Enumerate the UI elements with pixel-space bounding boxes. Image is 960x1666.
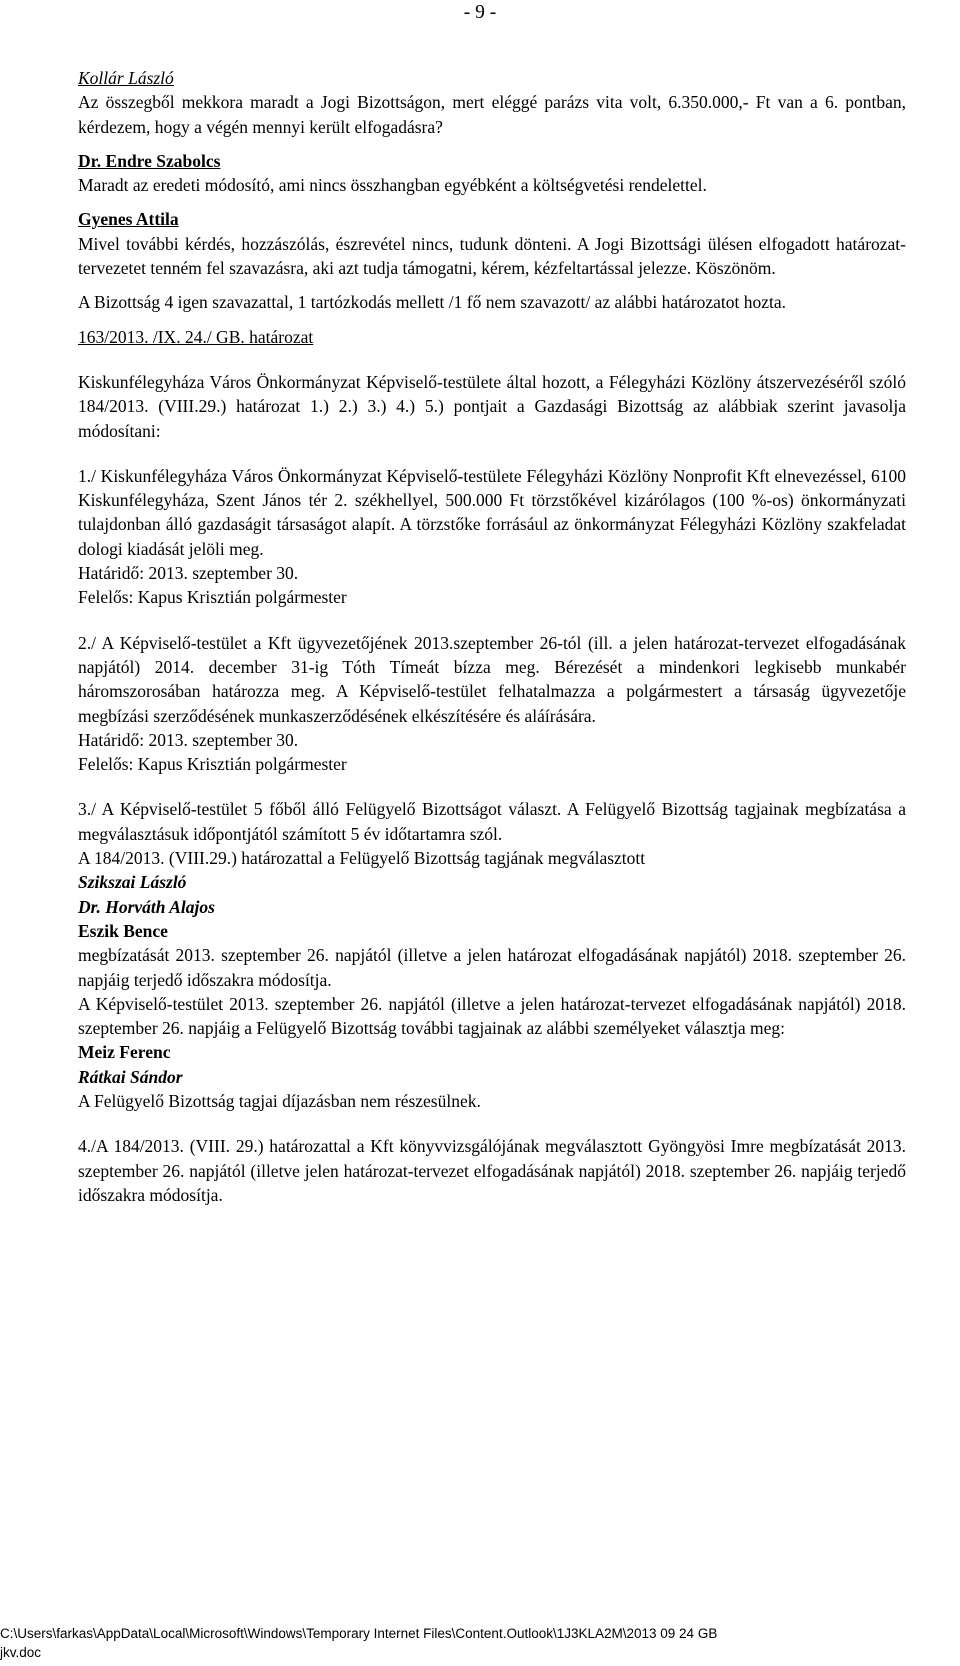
deadline: Határidő: 2013. szeptember 30.: [78, 729, 299, 750]
member-name: Dr. Horváth Alajos: [78, 896, 215, 917]
paragraph: Mivel további kérdés, hozzászólás, észrevétel nincs, tudunk dönteni. A Jogi Bizottsági ülésen elfogadott határozat-tervezetet tenném fel szavazásra, aki azt tudja támogatni, kérem, kézfeltartással jelezze. Köszönöm.: [78, 233, 906, 279]
resolution-point: 2./ A Képviselő-testület a Kft ügyvezetőjének 2013.szeptember 26-tól (ill. a jelen határozat-tervezet elfogadásának napjától) 2014. december 31-ig Tóth Tímeát bízza meg. Bérezését a mindenkori legkisebb munkabér háromszorosában határozza meg. A Képviselő-testület felhatalmazza a polgármestert a társaság ügyvezetője megbízási szerződésének munkaszerződésének elkészítésére és aláírására.: [78, 632, 906, 726]
paragraph: A 184/2013. (VIII.29.) határozattal a Felügyelő Bizottság tagjának megválasztott: [78, 848, 646, 869]
paragraph: A Felügyelő Bizottság tagjai díjazásban nem részesülnek.: [78, 1090, 481, 1111]
paragraph: Az összegből mekkora maradt a Jogi Bizottságon, mert eléggé parázs vita volt, 6.350.000,- Ft van a 6. pontban, kérdezem, hogy a végén mennyi került elfogadásra?: [78, 92, 906, 137]
footer-filename: jkv.doc: [0, 1645, 42, 1660]
resolution-point: 3./ A Képviselő-testület 5 főből álló Felügyelő Bizottságot választ. A Felügyelő Bizottság tagjainak megbízatása a megválasztásuk időpontjától számított 5 év időtartamra szól.: [78, 799, 906, 844]
footer-path: C:\Users\farkas\AppData\Local\Microsoft\Windows\Temporary Internet Files\Content.Outlook\1J3KLA2M\2013 09 24 GB: [0, 1626, 718, 1641]
file-path-footer: [0, 1624, 960, 1662]
deadline: Határidő: 2013. szeptember 30.: [78, 563, 299, 584]
page-number: - 9 -: [463, 2, 497, 23]
responsible: Felelős: Kapus Krisztián polgármester: [78, 587, 347, 608]
vote-result: A Bizottság 4 igen szavazattal, 1 tartózkodás mellett /1 fő nem szavazott/ az alábbi határozatot hozta.: [78, 292, 786, 313]
speaker-name: Dr. Endre Szabolcs: [78, 150, 221, 171]
speaker-name: Kollár László: [78, 68, 174, 88]
speaker-name: Gyenes Attila: [78, 209, 179, 230]
resolution-point: 1./ Kiskunfélegyháza Város Önkormányzat Képviselő-testülete Félegyházi Közlöny Nonprofit Kft elnevezéssel, 6100 Kiskunfélegyháza, Szent János tér 2. székhellyel, 500.000 Ft törzstőkével kizárólagos (100 %-os) önkormányzati tulajdonban álló gazdaságit társaságot alapít. A törzstőke forrásául az önkormányzat Félegyházi Közlöny szakfeladat dologi kiadását jelöli meg.: [78, 465, 906, 559]
member-name: Szikszai László: [78, 872, 187, 893]
resolution-point: 4./A 184/2013. (VIII. 29.) határozattal a Kft könyvvizsgálójának megválasztott Gyöngyösi Imre megbízatását 2013. szeptember 26. napjától (illetve jelen határozat-tervezet elfogadásának napjától) 2018. szeptember 26. napjáig terjedő időszakra módosítja.: [78, 1136, 906, 1205]
paragraph: A Képviselő-testület 2013. szeptember 26. napjától (illetve a jelen határozat-tervezet elfogadásának napjától) 2018. szeptember 26. napjáig a Felügyelő Bizottság további tagjainak az alábbi személyeket választja meg:: [78, 993, 906, 1039]
paragraph: megbízatását 2013. szeptember 26. napjától (illetve a jelen határozat elfogadásának napjától) 2018. szeptember 26. napjáig terjedő időszakra módosítja.: [78, 945, 906, 990]
resolution-id: 163/2013. /IX. 24./ GB. határozat: [78, 326, 314, 347]
responsible: Felelős: Kapus Krisztián polgármester: [78, 754, 347, 775]
member-name: Eszik Bence: [78, 920, 168, 941]
member-name: Meiz Ferenc: [78, 1042, 171, 1063]
document-body: [78, 66, 906, 1207]
member-name: Rátkai Sándor: [78, 1066, 183, 1087]
paragraph: Maradt az eredeti módosító, ami nincs összhangban egyébként a költségvetési rendelettel.: [78, 175, 707, 196]
resolution-intro: Kiskunfélegyháza Város Önkormányzat Képviselő-testülete által hozott, a Félegyházi Közlöny átszervezéséről szóló 184/2013. (VIII.29.) határozat 1.) 2.) 3.) 4.) 5.) pontjait a Gazdasági Bizottság az alábbiak szerint javasolja módosítani:: [78, 371, 906, 441]
